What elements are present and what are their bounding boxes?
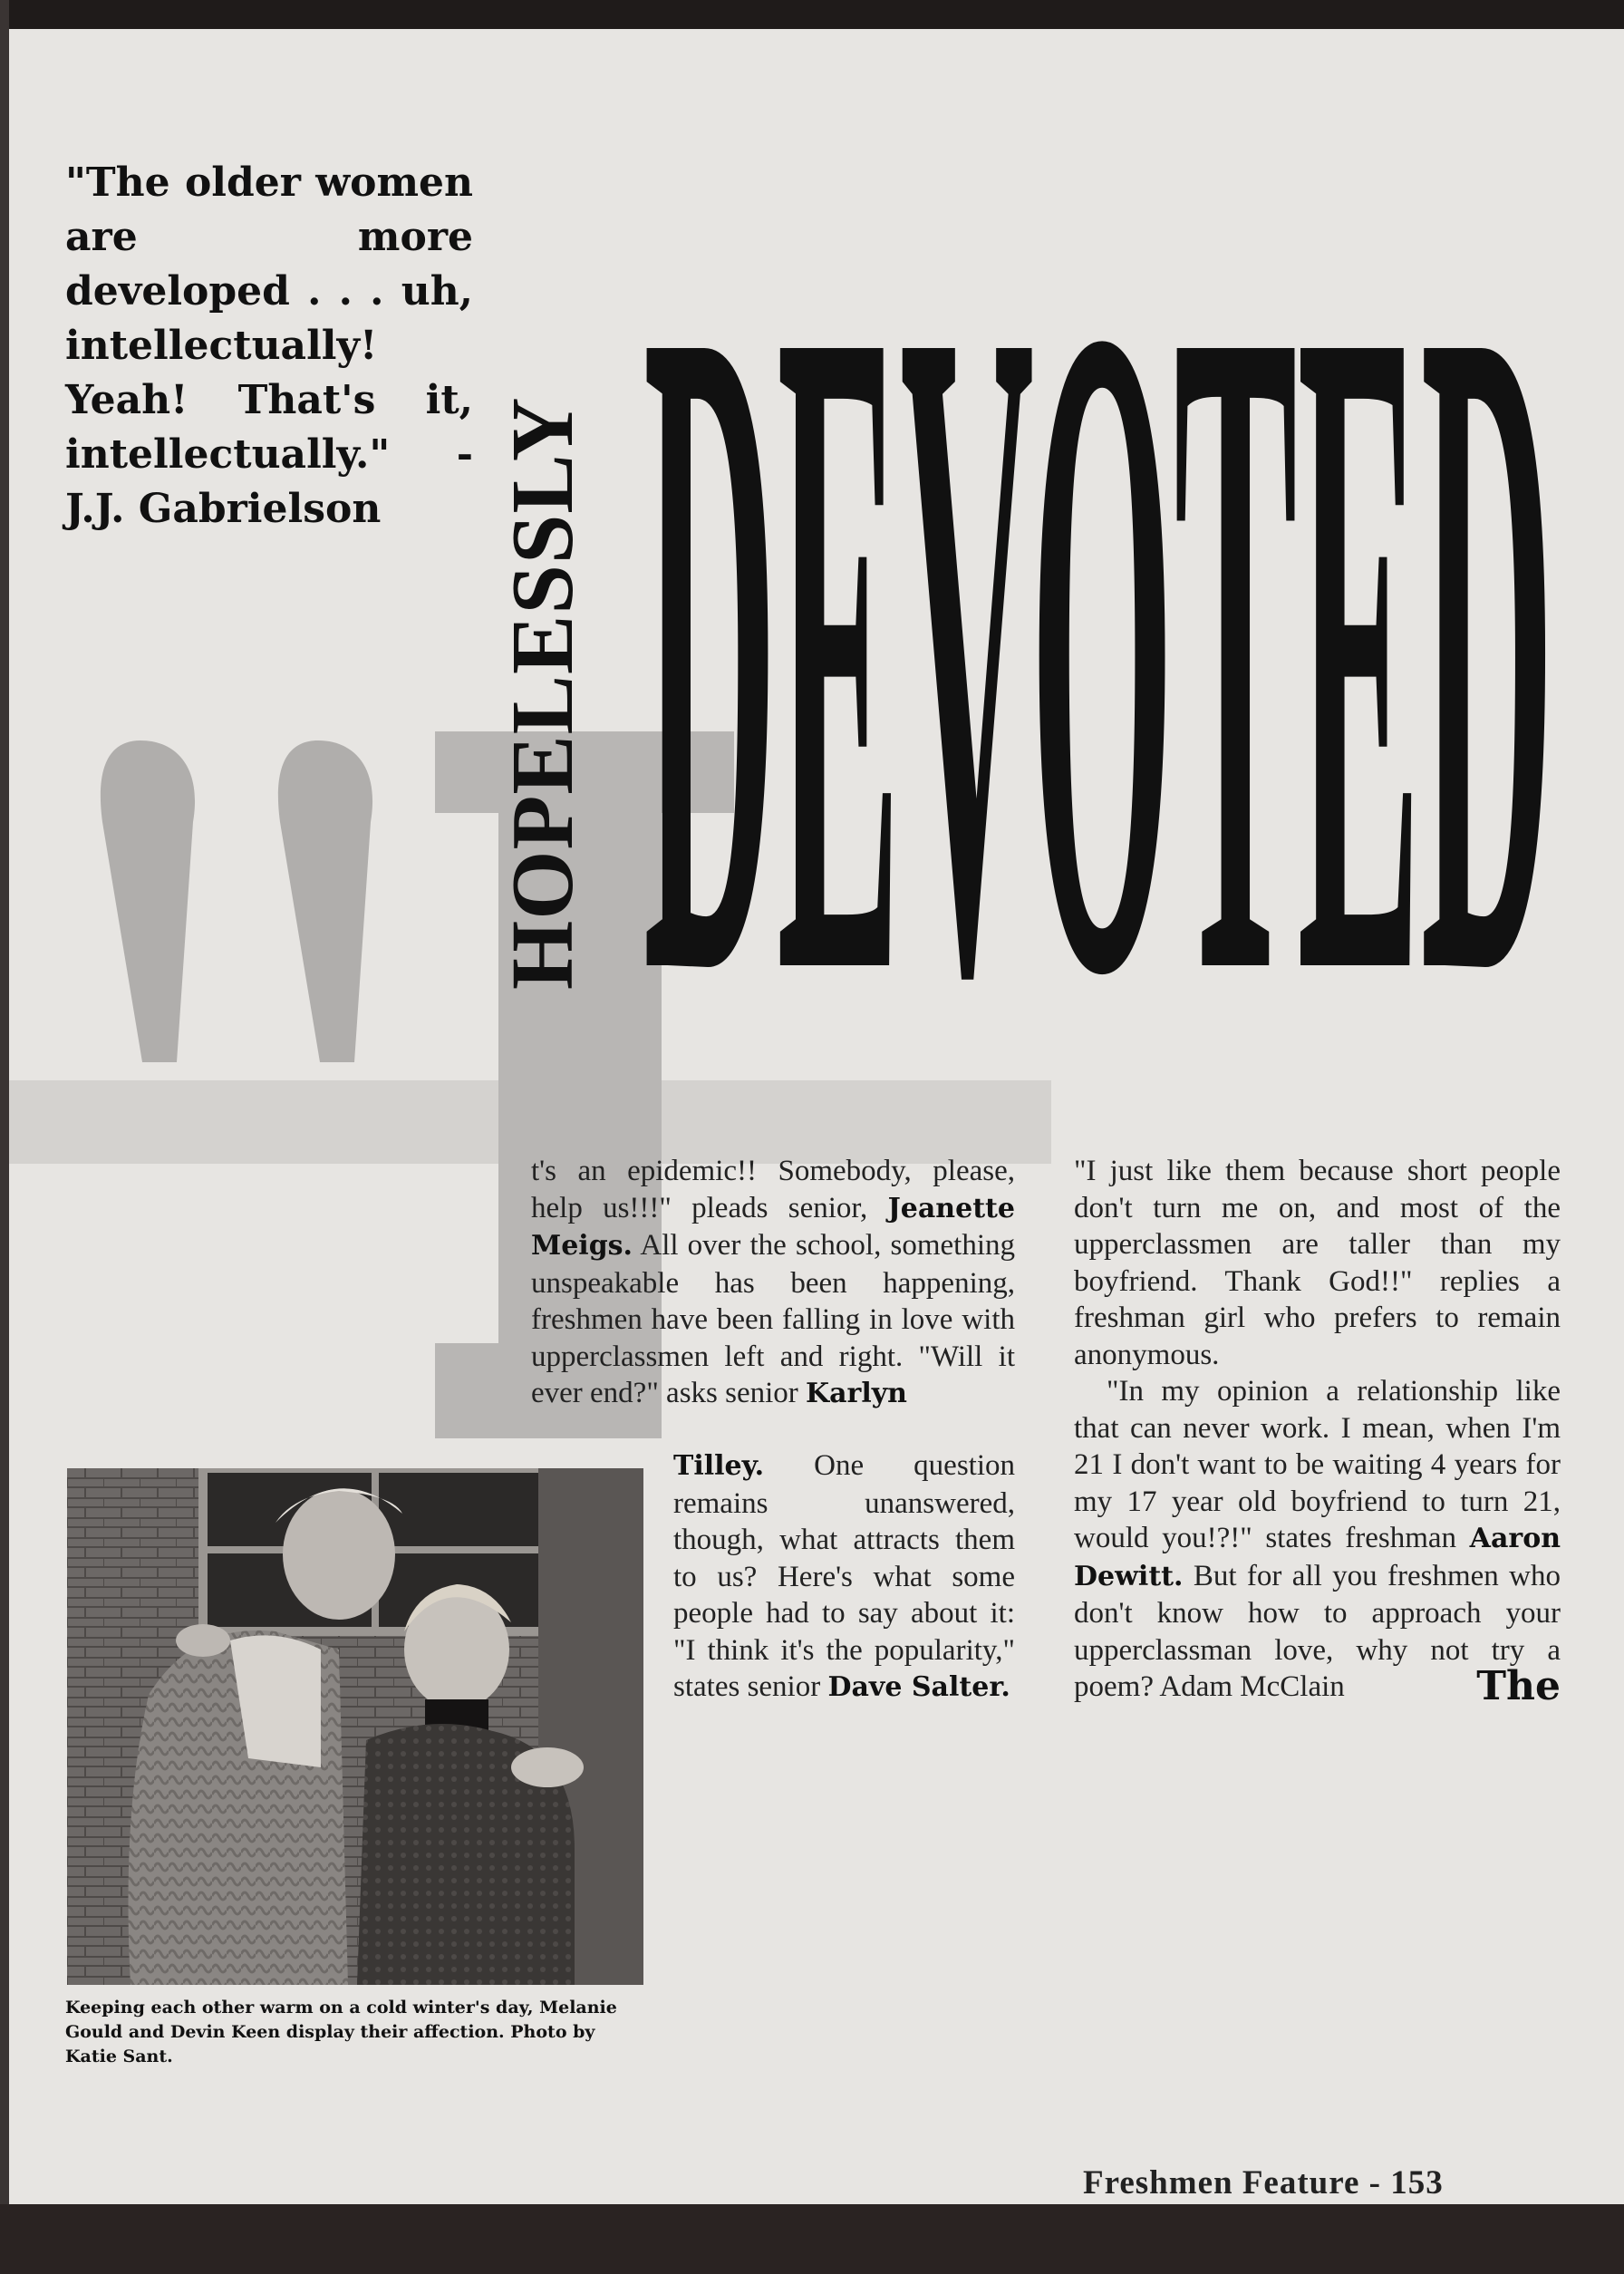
continued-word: The — [1476, 1663, 1561, 1709]
name-dave-salter: Dave Salter. — [827, 1671, 1010, 1703]
page-folio: Freshmen Feature - 153 — [1083, 2164, 1444, 2201]
page-binding-edge — [0, 0, 9, 2274]
headline-hopelessly: HOPELESSLY — [494, 396, 592, 990]
drop-cap-i-base — [435, 1343, 535, 1438]
svg-text:DEVOTED: DEVOTED — [643, 260, 1554, 981]
article-text: One question remains unanswered, though, what attracts them to us? Here's what some people had to say about it: "I think it's the popularity," states senior — [673, 1449, 1015, 1703]
name-aaron-dewitt: Aaron Dewitt. — [1074, 1523, 1561, 1592]
quotation-marks-icon — [86, 713, 394, 1076]
headline-devoted — [643, 260, 1559, 981]
article-text: All over the school, something unspeakable has been happening, freshmen have been falling in love with upperclassmen left and right. "Will it ever end?" asks senior — [531, 1229, 1015, 1409]
couple-photo — [67, 1468, 643, 1985]
name-jeanette-meigs: Jeanette Meigs. — [531, 1192, 1015, 1262]
article-intro: t's an epidemic!! Somebody, please, help us!!!" pleads senior, — [531, 1155, 1015, 1224]
article-paragraph: "In my opinion a relationship like that can never work. I mean, when I'm 21 I don't want to be waiting 4 years for my 17 year old boyfriend to turn 21, would you!?!" states freshman Aaron Dewitt. But for all you freshmen who don't know how to approach your upperclassman love, why not try a poem? Adam McClain The — [1074, 1375, 1561, 1709]
pull-quote: "The older women are more developed . . . uh, intellectually! Yeah! That's it, intellectually." - J.J. Gabrielson — [65, 160, 473, 532]
name-karlyn: Karlyn — [806, 1378, 907, 1409]
name-tilley: Tilley. — [673, 1450, 765, 1482]
article-column-2 — [1074, 1153, 1561, 1709]
article-paragraph: "I just like them because short people don't turn me on, and most of the upperclassmen are taller than my boyfriend. Thank God!!" replies a freshman girl who prefers to remain anonymous. — [1074, 1155, 1561, 1371]
photo-image — [67, 1468, 643, 1985]
yearbook-page — [9, 29, 1624, 2204]
page-bottom-edge — [0, 2204, 1624, 2274]
photo-caption: Keeping each other warm on a cold winter's day, Melanie Gould and Devin Keen display their affection. Photo by Katie Sant. — [65, 1998, 617, 2066]
article-column-1 — [531, 1153, 1015, 1413]
article-column-1-continued — [673, 1447, 1015, 1707]
